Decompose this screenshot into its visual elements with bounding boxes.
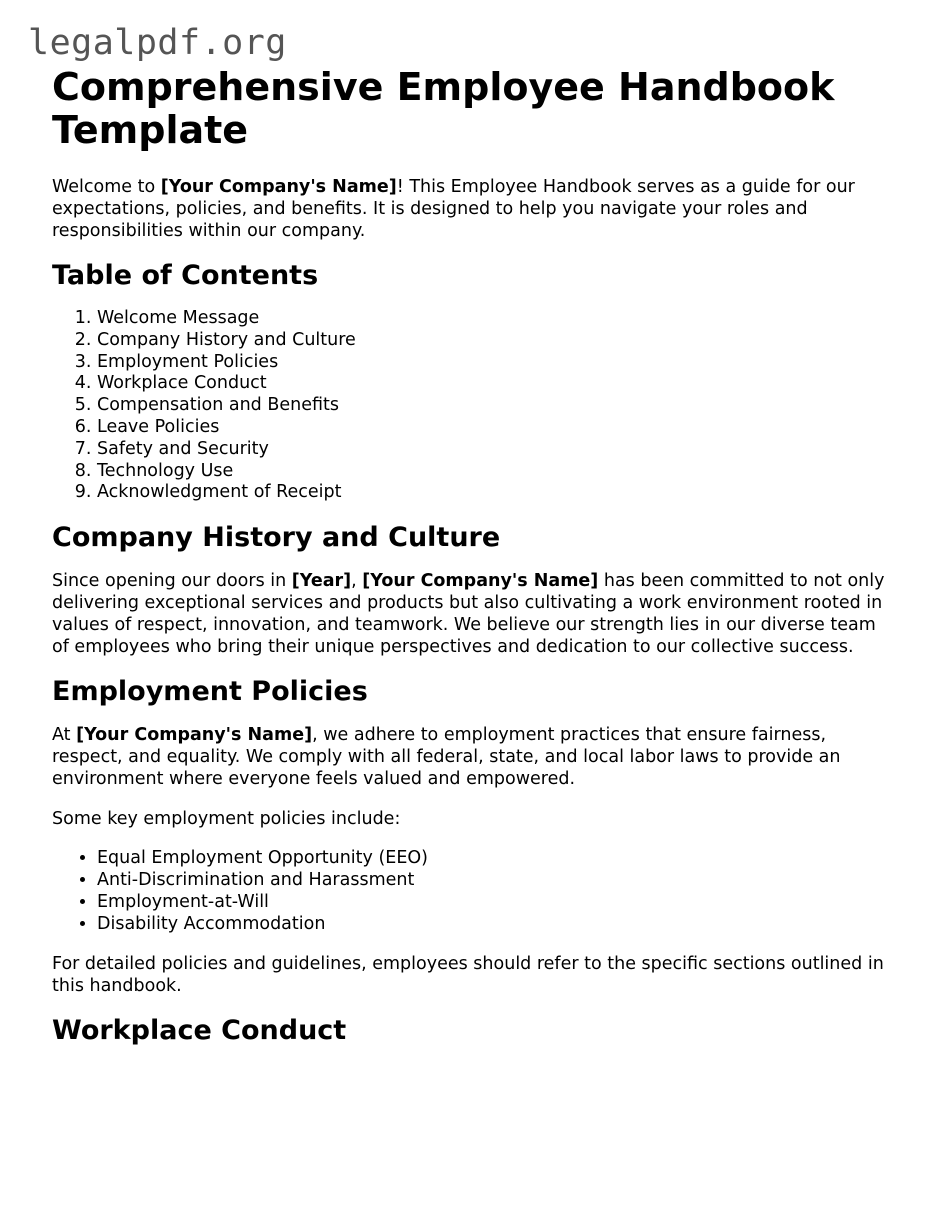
document-page: [52, 66, 892, 1063]
history-separator: ,: [351, 571, 363, 592]
toc-item: 5. Compensation and Benefits: [97, 395, 892, 417]
list-item: • Employment-at-Will: [97, 892, 892, 914]
employment-text-start: At: [52, 725, 77, 746]
list-item: • Anti-Discrimination and Harassment: [97, 870, 892, 892]
toc-item: 2. Company History and Culture: [97, 330, 892, 352]
employment-paragraph: [52, 724, 892, 790]
employment-text-end: , we adhere to employment practices that ensure fairness, respect, and equality. We comply with all federal, state, and local labor laws to provide an environment where everyone feels valued and empowered.: [52, 725, 841, 790]
conduct-heading: Workplace Conduct: [52, 1015, 347, 1047]
company-name-placeholder: [Your Company's Name]: [160, 177, 397, 197]
toc-heading: Table of Contents: [52, 260, 319, 291]
year-placeholder: [Year]: [291, 571, 352, 592]
toc-item: 3. Employment Policies: [97, 352, 892, 374]
toc-item: 8. Technology Use: [97, 461, 892, 483]
history-paragraph: [52, 570, 892, 658]
document-title: Comprehensive Employee Handbook Template: [52, 65, 835, 152]
intro-suffix: ! This Employee Handbook serves as a guide for our expectations, policies, and benefits. It is designed to help you navigate your roles and responsibilities within our company.: [52, 177, 855, 241]
toc-item: 4. Workplace Conduct: [97, 373, 892, 395]
employment-policy-list: [52, 848, 892, 935]
history-text-start: Since opening our doors in: [52, 571, 292, 592]
toc-list: [52, 308, 892, 504]
list-item: • Disability Accommodation: [97, 914, 892, 936]
employment-closing-paragraph: For detailed policies and guidelines, employees should refer to the specific sections outlined in this handbook.: [52, 954, 884, 997]
toc-item: 6. Leave Policies: [97, 417, 892, 439]
employment-list-intro: Some key employment policies include:: [52, 809, 401, 830]
employment-heading: Employment Policies: [52, 676, 368, 708]
toc-item: 7. Safety and Security: [97, 439, 892, 461]
list-item: • Equal Employment Opportunity (EEO): [97, 848, 892, 870]
company-name-placeholder: [Your Company's Name]: [76, 725, 313, 746]
history-text-end: has been committed to not only delivering exceptional services and products but also cultivating a work environment rooted in values of respect, innovation, and teamwork. We believe our strength lies in our diverse team of employees who bring their unique perspectives and dedication to our collective success.: [52, 571, 885, 658]
intro-prefix: Welcome to: [52, 177, 161, 197]
toc-item: 9. Acknowledgment of Receipt: [97, 482, 892, 504]
toc-item: 1. Welcome Message: [97, 308, 892, 330]
intro-paragraph: [52, 176, 892, 242]
company-name-placeholder: [Your Company's Name]: [362, 571, 599, 592]
watermark-logo: legalpdf.org: [28, 23, 287, 63]
history-heading: Company History and Culture: [52, 522, 501, 554]
